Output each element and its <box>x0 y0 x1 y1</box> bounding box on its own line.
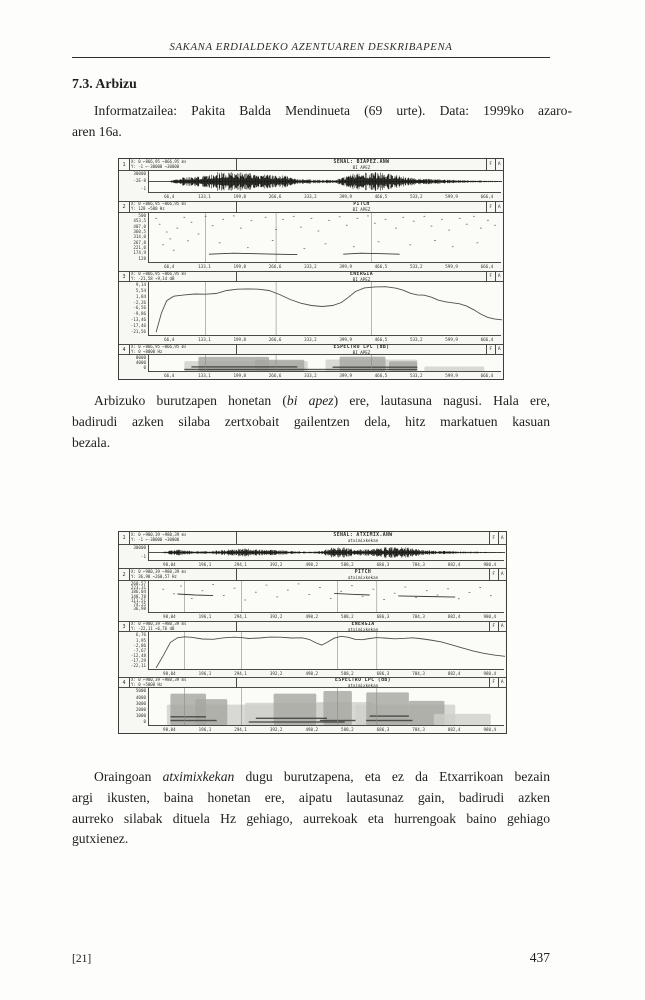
x-axis-labels <box>148 725 504 733</box>
x-tick: 98,04 <box>163 614 176 620</box>
y-tick: 1000 <box>135 713 146 719</box>
energy-plot <box>148 282 502 335</box>
coordinate-readout <box>130 202 237 212</box>
x-tick: 199,8 <box>233 264 247 269</box>
y-tick: 221,0 <box>133 245 146 251</box>
x-tick: 599,9 <box>445 337 458 342</box>
y-tick: 223,31 <box>130 585 146 591</box>
panel-corner-buttons <box>489 622 506 631</box>
coordinate-readout <box>130 532 237 544</box>
panel-title <box>237 622 489 631</box>
section-title: 7.3. Arbizu <box>72 76 137 91</box>
x-tick: 466,5 <box>374 194 388 199</box>
x-tick: 399,9 <box>339 373 352 378</box>
x-tick: 266,6 <box>268 194 282 199</box>
pitch-plot <box>148 213 502 262</box>
x-tick: 980,4 <box>483 614 497 620</box>
y-tick: 360,5 <box>133 229 146 235</box>
y-tick: 30000 <box>133 545 146 550</box>
panel-subtitle: BI APEZ <box>352 207 371 212</box>
x-tick: 882,4 <box>447 727 461 733</box>
corner-button-a: A <box>498 622 507 631</box>
energy-plot <box>148 632 505 669</box>
panel-body <box>119 581 506 612</box>
y-tick: -22,11 <box>130 663 146 669</box>
x-tick: 66,4 <box>164 337 175 342</box>
y-axis-labels <box>119 632 148 669</box>
y-tick: 500 <box>138 213 146 218</box>
panel-title <box>237 345 486 354</box>
panel-header <box>119 159 503 171</box>
y-tick: -1 <box>140 553 146 559</box>
x-tick: 333,2 <box>304 264 317 269</box>
readout-line: X: 0 ←866,95 →866,95 ms <box>131 159 187 164</box>
x-tick: 686,3 <box>376 562 390 567</box>
paragraph-line <box>72 101 572 122</box>
x-tick: 490,2 <box>305 671 319 677</box>
panel-title <box>237 678 489 687</box>
x-tick: 466,5 <box>374 373 388 378</box>
x-tick: 784,3 <box>412 671 425 677</box>
readout-line: Y: -21,58 →9,14 dB <box>131 275 175 281</box>
panel-header <box>119 345 503 355</box>
y-tick: 407,0 <box>133 223 146 229</box>
x-axis-labels <box>148 612 504 621</box>
readout-line: X: 0 ←980,39 →980,39 ms <box>131 532 187 538</box>
readout-line: X: 0 ←980,39 →980,39 ms <box>131 678 187 683</box>
panel-number: 4 <box>119 345 130 354</box>
x-tick: 588,2 <box>341 562 354 567</box>
panel-subtitle: BI APEZ <box>352 164 371 170</box>
y-tick: -12,48 <box>130 652 146 658</box>
panel-number: 3 <box>119 272 130 281</box>
x-tick: 686,3 <box>376 727 390 733</box>
x-tick: 333,2 <box>304 337 317 342</box>
panel-subtitle: atximixkekan <box>347 626 379 632</box>
x-tick: 686,3 <box>376 671 390 677</box>
panel-corner-buttons <box>489 678 506 687</box>
panel-title <box>237 272 486 281</box>
footer-note: [21] <box>72 953 92 965</box>
x-tick: 66,4 <box>164 194 175 199</box>
text-run: ) ere, lautasuna nagusi. Hala ere, <box>333 393 551 408</box>
readout-line: Y: 0 →5000 Hz <box>131 681 163 687</box>
x-tick: 882,4 <box>447 614 461 620</box>
panel-corner-buttons <box>489 532 506 544</box>
x-tick: 588,2 <box>341 614 354 620</box>
panel-title-text: ESPECTRO LPC (dB) <box>333 345 390 350</box>
y-tick: 74,25 <box>133 602 146 608</box>
paragraph-line <box>72 433 550 454</box>
y-axis-labels <box>119 581 148 612</box>
x-tick: 533,2 <box>409 264 423 269</box>
x-tick: 196,1 <box>198 562 212 567</box>
x-tick: 784,3 <box>412 562 425 567</box>
corner-button-a: A <box>495 272 504 281</box>
text-run: Informatzailea: Pakita Balda Mendinueta (69 urte). Data: 1999ko azaro- <box>94 103 572 118</box>
x-tick: 980,4 <box>483 727 497 733</box>
y-tick: -7,67 <box>133 647 146 653</box>
paragraph-informant <box>72 101 572 143</box>
panel-body <box>119 355 503 371</box>
x-axis-labels <box>148 669 504 677</box>
x-tick: 599,9 <box>445 194 458 199</box>
y-tick: -17,46 <box>130 322 146 328</box>
figure-atximixkekan <box>118 531 507 734</box>
panel-subtitle: BI APEZ <box>352 276 371 281</box>
x-tick: 66,4 <box>164 264 175 269</box>
analysis-panel <box>119 271 503 344</box>
x-tick: 199,8 <box>233 194 247 199</box>
x-tick: 533,2 <box>409 373 423 378</box>
paragraph-line <box>72 767 550 788</box>
y-tick: 5,54 <box>135 287 146 293</box>
panel-title-text: ENERGIA <box>349 272 374 277</box>
corner-button-f: F <box>492 535 496 541</box>
x-tick: 686,3 <box>376 614 390 620</box>
text-run: aren 16a. <box>72 123 122 139</box>
y-tick: 1,84 <box>135 293 146 299</box>
x-tick: 333,2 <box>304 194 317 199</box>
x-tick: 490,2 <box>305 614 319 620</box>
x-tick: 980,4 <box>483 671 497 677</box>
corner-button-a: A <box>498 569 507 580</box>
analysis-panel <box>119 677 506 733</box>
y-tick: 5000 <box>135 688 146 694</box>
y-tick: 0 <box>143 719 146 725</box>
panel-number: 2 <box>119 202 130 212</box>
corner-button-f: F <box>489 162 493 167</box>
panel-title-text: SEÑAL: ATXIMIX.ANW <box>333 533 393 538</box>
paragraph-line <box>72 391 550 412</box>
x-tick: 392,2 <box>269 562 283 567</box>
x-tick: 784,3 <box>412 614 425 620</box>
x-tick: 666,4 <box>480 194 494 199</box>
y-tick: -21,56 <box>130 328 146 334</box>
x-axis-labels <box>148 262 501 271</box>
coordinate-readout <box>130 345 237 354</box>
text-run: Oraingoan <box>94 769 163 784</box>
x-tick: 98,04 <box>163 562 176 567</box>
readout-line: X: 0 ←980,39 →980,39 ms <box>131 569 187 574</box>
x-tick: 294,1 <box>234 562 247 567</box>
readout-line: Y: 128 →500 Hz <box>131 206 165 211</box>
panel-header <box>119 532 506 545</box>
running-head: SAKANA ERDIALDEKO AZENTUAREN DESKRIBAPENA <box>169 41 453 53</box>
x-tick: 599,9 <box>445 373 458 378</box>
panel-header <box>119 272 503 282</box>
panel-subtitle: atximixkekan <box>347 574 379 580</box>
x-tick: 599,9 <box>445 264 458 269</box>
x-tick: 533,2 <box>409 194 423 199</box>
panel-body <box>119 171 503 192</box>
y-tick: 0 <box>143 364 146 370</box>
waveform-plot <box>148 171 502 192</box>
panel-corner-buttons <box>489 569 506 580</box>
y-tick: 111,51 <box>130 597 146 603</box>
x-tick: 392,2 <box>269 671 283 677</box>
panel-body <box>119 545 506 560</box>
y-tick: 186,04 <box>130 589 146 595</box>
x-tick: 490,2 <box>305 562 319 567</box>
panel-subtitle: atximixkekan <box>347 538 379 543</box>
paragraph-atximixkekan <box>72 767 550 850</box>
header-rule <box>72 57 550 58</box>
x-tick: 266,6 <box>268 264 282 269</box>
x-tick: 882,4 <box>447 671 461 677</box>
panel-body <box>119 213 503 262</box>
panel-corner-buttons <box>486 272 503 281</box>
paragraph-bi-apez <box>72 391 550 453</box>
x-tick: 666,4 <box>480 337 494 342</box>
y-tick: -17,29 <box>130 658 146 664</box>
y-axis-labels <box>119 171 148 192</box>
italic-term: atximixkekan <box>162 769 235 784</box>
x-tick: 133,1 <box>198 194 211 199</box>
analysis-panel <box>119 621 506 677</box>
x-tick: 490,2 <box>305 727 319 733</box>
analysis-panel <box>119 159 503 201</box>
text-run: dugu burutzapena, eta ez da Etxarrikoan bezain <box>234 769 550 784</box>
readout-line: Y: -1 ←-30000 →30000 <box>131 163 180 169</box>
pitch-plot <box>148 581 505 612</box>
x-tick: 196,1 <box>198 671 212 677</box>
panel-subtitle: BI APEZ <box>352 349 371 354</box>
x-tick: 784,3 <box>412 727 425 733</box>
coordinate-readout <box>130 272 237 281</box>
x-tick: 392,2 <box>269 614 283 620</box>
panel-title-text: ESPECTRO LPC (dB) <box>335 678 391 683</box>
x-tick: 98,04 <box>163 671 176 677</box>
italic-term: bi apez <box>286 393 334 408</box>
corner-button-a: A <box>495 345 504 354</box>
x-tick: 294,1 <box>234 614 247 620</box>
x-tick: 133,1 <box>198 337 211 342</box>
x-tick: 294,1 <box>234 671 247 677</box>
corner-button-a: A <box>495 159 504 170</box>
y-tick: 8000 <box>135 355 146 360</box>
x-tick: 466,5 <box>374 337 388 342</box>
y-tick: 4000 <box>135 359 146 365</box>
y-tick: 2000 <box>135 706 146 712</box>
x-tick: 199,8 <box>233 337 247 342</box>
readout-line: X: 0 ←866,95 →866,95 ms <box>131 345 187 349</box>
corner-button-f: F <box>489 274 493 279</box>
corner-button-a: A <box>498 678 507 687</box>
panel-header <box>119 202 503 213</box>
y-tick: 174,9 <box>133 250 146 256</box>
paragraph-line <box>72 829 550 850</box>
panel-title <box>237 532 489 544</box>
corner-button-f: F <box>492 572 496 577</box>
corner-button-f: F <box>489 347 493 352</box>
x-tick: 133,1 <box>198 264 211 269</box>
y-tick: -13,46 <box>130 317 146 323</box>
analysis-panel <box>119 344 503 379</box>
x-tick: 392,2 <box>269 727 283 733</box>
text-run: argi ikusten, baina honetan ere, aipatu lautasunaz gain, badirudi azken <box>72 789 550 805</box>
x-tick: 666,4 <box>480 264 494 269</box>
corner-button-f: F <box>492 680 496 686</box>
y-tick: -6,56 <box>133 305 146 311</box>
footer <box>72 950 550 966</box>
paragraph-line <box>72 788 550 809</box>
x-tick: 466,5 <box>374 264 388 269</box>
x-tick: 133,1 <box>198 373 211 378</box>
x-tick: 666,4 <box>480 373 494 378</box>
y-tick: 9,14 <box>135 282 146 287</box>
panel-number: 2 <box>119 569 130 580</box>
panel-title-text: PITCH <box>353 202 370 207</box>
y-tick: 4000 <box>135 694 146 700</box>
x-tick: 533,2 <box>409 337 423 342</box>
y-axis-labels <box>119 545 148 560</box>
y-tick: -2,26 <box>133 299 146 305</box>
coordinate-readout <box>130 678 237 687</box>
panel-header <box>119 569 506 581</box>
x-tick: 66,4 <box>164 373 175 378</box>
y-tick: 453,5 <box>133 218 146 224</box>
panel-number: 1 <box>119 159 130 170</box>
x-tick: 98,04 <box>163 727 176 733</box>
y-tick: 1,95 <box>135 637 146 643</box>
y-axis-labels <box>119 213 148 262</box>
text-run: gutxienez. <box>72 831 129 847</box>
x-tick: 399,9 <box>339 194 352 199</box>
x-tick: 882,4 <box>447 562 461 567</box>
y-tick: 30000 <box>133 171 146 176</box>
corner-button-f: F <box>492 624 496 630</box>
x-tick: 588,2 <box>341 727 354 733</box>
panel-title <box>237 569 489 580</box>
panel-subtitle: atximixkekan <box>347 682 379 688</box>
panel-title <box>237 202 486 212</box>
y-tick: 36,98 <box>133 606 146 612</box>
x-tick: 266,6 <box>268 373 282 378</box>
x-tick: 588,2 <box>341 671 354 677</box>
panel-title <box>237 159 486 170</box>
analysis-panel <box>119 568 506 621</box>
y-axis-labels <box>119 688 148 725</box>
panel-body <box>119 632 506 669</box>
corner-button-a: A <box>495 202 504 212</box>
panel-body <box>119 688 506 725</box>
x-tick: 294,1 <box>234 727 247 733</box>
coordinate-readout <box>130 569 237 580</box>
y-tick: 148,78 <box>130 593 146 599</box>
panel-title-text: PITCH <box>354 569 372 575</box>
corner-button-f: F <box>489 204 493 210</box>
panel-header <box>119 678 506 688</box>
y-tick: 3000 <box>135 700 146 706</box>
figure-bi-apez <box>118 158 504 380</box>
spectrogram-plot <box>148 355 502 371</box>
x-axis-labels <box>148 560 504 568</box>
panel-corner-buttons <box>486 345 503 354</box>
text-run: aurreko silabak dituela Hz gehiago, aurrekoak eta hurrengoak baino gehiago <box>72 810 550 826</box>
page-number: 437 <box>529 950 550 965</box>
x-axis-labels <box>148 192 501 201</box>
analysis-panel <box>119 532 506 568</box>
readout-line: Y: 0 →8000 Hz <box>131 348 163 354</box>
spectrogram-plot <box>148 688 505 725</box>
y-tick: 260,57 <box>130 581 146 586</box>
y-tick: -2,86 <box>133 642 146 648</box>
panel-number: 1 <box>119 532 130 544</box>
panel-corner-buttons <box>486 159 503 170</box>
x-tick: 980,4 <box>483 562 497 567</box>
x-axis-labels <box>148 371 501 379</box>
y-tick: -9,86 <box>133 311 146 317</box>
panel-header <box>119 622 506 632</box>
text-run: badirudi azken silaba zertxobait gailentzen dela, hitz markatuen kasuan <box>72 413 550 429</box>
x-tick: 333,2 <box>304 373 317 378</box>
panel-number: 4 <box>119 678 130 687</box>
readout-line: Y: -1 ←-30000 →30000 <box>131 537 180 542</box>
y-tick: -1 <box>140 185 146 191</box>
text-run: Arbizuko burutzapen honetan ( <box>94 393 287 408</box>
waveform-plot <box>148 545 505 560</box>
paragraph-line <box>72 122 572 143</box>
y-tick: 128 <box>138 255 146 261</box>
readout-line: Y: -22,11 →6,76 dB <box>131 625 175 631</box>
panel-body <box>119 282 503 335</box>
readout-line: Y: 36,98 →260,57 Hz <box>131 573 177 579</box>
readout-line: X: 0 ←866,95 →866,95 ms <box>131 202 187 207</box>
panel-number: 3 <box>119 622 130 631</box>
y-tick: 267,8 <box>133 239 146 245</box>
paragraph-line <box>72 809 550 830</box>
x-tick: 196,1 <box>198 727 212 733</box>
panel-title-text: ENERGIA <box>351 622 375 627</box>
y-axis-labels <box>119 355 148 371</box>
text-run: bezala. <box>72 434 111 450</box>
panel-title-text: SEÑAL: BIAPEZ.ANW <box>333 159 390 165</box>
x-axis-labels <box>148 335 501 344</box>
x-tick: 399,9 <box>339 337 352 342</box>
y-tick: 314,0 <box>133 234 146 240</box>
x-tick: 196,1 <box>198 614 212 620</box>
x-tick: 199,8 <box>233 373 247 378</box>
panel-corner-buttons <box>486 202 503 212</box>
x-tick: 266,6 <box>268 337 282 342</box>
y-tick: 6,76 <box>135 632 146 638</box>
coordinate-readout <box>130 622 237 631</box>
paragraph-line <box>72 412 550 433</box>
coordinate-readout <box>130 159 237 170</box>
corner-button-a: A <box>498 532 507 544</box>
readout-line: X: 0 ←866,95 →866,95 ms <box>131 272 187 276</box>
readout-line: X: 0 ←980,39 →980,39 ms <box>131 622 187 627</box>
x-tick: 399,9 <box>339 264 352 269</box>
y-tick: -2E-8 <box>133 178 146 184</box>
y-axis-labels <box>119 282 148 335</box>
analysis-panel <box>119 201 503 271</box>
